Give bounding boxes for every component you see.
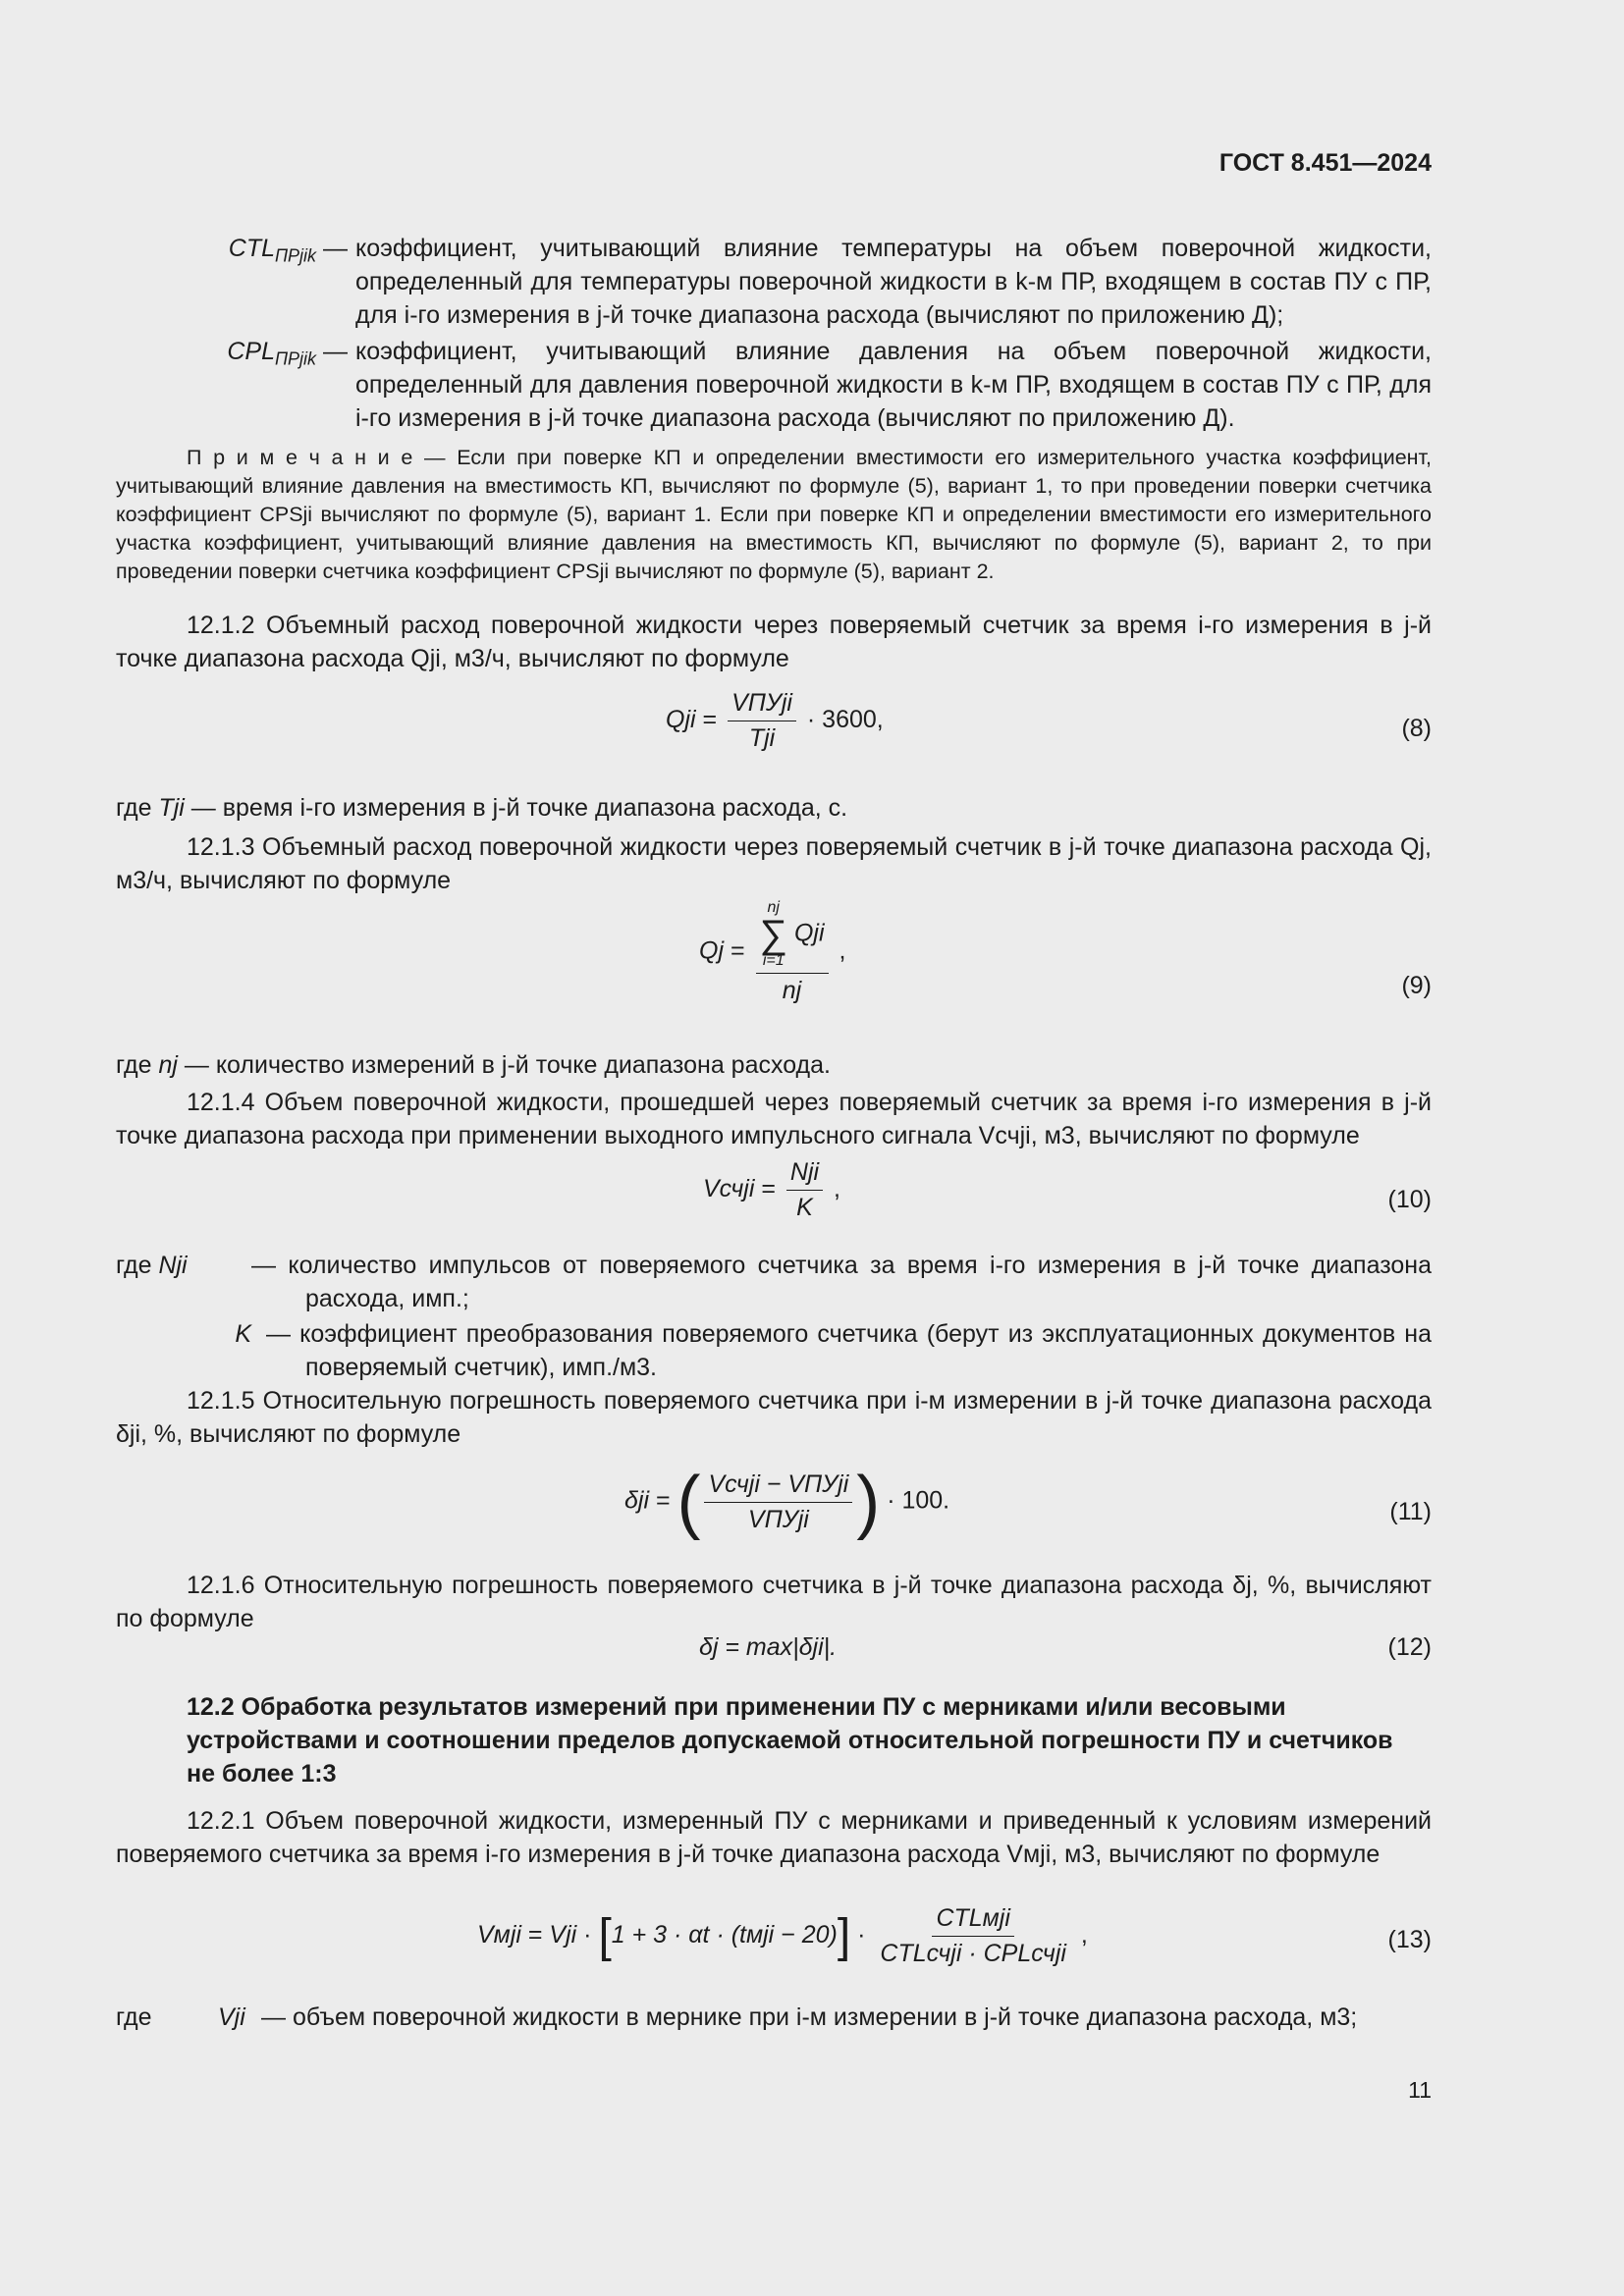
equation-number-10: (10) [1387,1186,1432,1213]
paragraph-12-1-3: 12.1.3 Объемный расход поверочной жидкости через поверяемый счетчик в j-й точке диапазона расхода Qj, м3/ч, вычисляют по формуле [116,833,1432,894]
note-label: П р и м е ч а н и е [187,446,413,469]
equation-10: Vсчji = $\frac{\text{Nji}}{K}$ , [703,1158,840,1221]
sum-symbol: nj ∑ i=1 [759,899,788,969]
doc-header-id: ГОСТ 8.451—2024 [1218,149,1432,177]
equation-number-11: (11) [1389,1498,1432,1525]
where-tji: где Tji — время i-го измерения в j-й точке диапазона расхода, с. [116,794,848,822]
paragraph-12-2-1: 12.2.1 Объем поверочной жидкости, измеренный ПУ с мерниками и приведенный к условиям измерений поверяемого счетчика за время i-го измерения в j-й точке диапазона расхода Vмji, м3, вычисляют по формуле [116,1807,1432,1868]
equation-9: Qj = nj ∑ i=1 Qji nj , [699,899,846,1004]
symbol-cpl: CPL [227,338,275,365]
equation-number-9: (9) [1401,972,1432,999]
definition-ctl-text: коэффициент, учитывающий влияние температуры на объем поверочной жидкости, определенный для температуры поверочной жидкости в k-м ПР, входящем в состав ПУ с ПР, для i-го измерения в j-й точке диапазона расхода (вычисляют по приложению Д); [355,235,1432,329]
definition-cpl-text: коэффициент, учитывающий влияние давления на объем поверочной жидкости, определенный для давления поверочной жидкости в k-м ПР, входящем в состав ПУ с ПР, для i-го измерения в j-й точке диапазона расхода (вычисляют по приложению Д). [355,338,1432,432]
equation-12: δj = max|δji|. [699,1633,838,1661]
definitions-top [116,232,1432,435]
equation-11: δji = ( $\frac{\text{Vсчji − VПУji}}{\text{VПУji}}$ ) · 100. [624,1463,950,1541]
where-vji: где Vji — объем поверочной жидкости в мернике при i-м измерении в j-й точке диапазона расхода, м3; [116,2003,1358,2031]
equation-number-12: (12) [1387,1633,1432,1661]
where-nj: где nj — количество измерений в j-й точке диапазона расхода. [116,1051,831,1079]
note-text: — Если при поверке КП и определении вместимости его измерительного участка коэффициент, учитывающий влияние давления на вместимость КП, вычисляют по формуле (5), вариант 1, то при проведении поверки счетчика коэффициент CPSji вычисляют по формуле (5), вариант 1. Если при поверке КП и определении вместимости его измерительного участка коэффициент, учитывающий влияние давления на вместимость КП, вычисляют по формуле (5), вариант 2, то при проведении поверки счетчика коэффициент CPSji вычисляют по формуле (5), вариант 2. [116,446,1432,583]
paragraph-12-1-5: 12.1.5 Относительную погрешность поверяемого счетчика при i-м измерении в j-й точке диапазона расхода δji, %, вычисляют по формуле [116,1387,1432,1448]
paragraph-12-1-6: 12.1.6 Относительную погрешность поверяемого счетчика в j-й точке диапазона расхода δj, %, вычисляют по формуле [116,1572,1432,1632]
equation-number-13: (13) [1387,1926,1432,1953]
definition-cpl: $CPL_{ПРjik}$ — коэффициент, учитывающий влияние давления на объем поверочной жидкости, определенный для давления поверочной жидкости в k-м ПР, входящем в состав ПУ с ПР, для i-го измерения в j-й точке диапазона расхода (вычисляют по приложению Д). [116,335,1432,435]
section-heading-12-2: 12.2 Обработка результатов измерений при применении ПУ с мерниками и/или весовыми устройствами и соотношении пределов допускаемой относительной погрешности ПУ и счетчиков не более 1:3 [187,1693,1393,1788]
definition-ctl: $CTL_{ПРjik}$ — коэффициент, учитывающий влияние температуры на объем поверочной жидкости, определенный для температуры поверочной жидкости в k-м ПР, входящем в состав ПУ с ПР, для i-го измерения в j-й точке диапазона расхода (вычисляют по приложению Д); [116,232,1432,332]
equation-number-8: (8) [1401,715,1432,742]
page-number: 11 [1408,2077,1432,2103]
where-nji-k: где Nji — количество импульсов от поверяемого счетчика за время i-го измерения в j-й точке диапазона расхода, имп.; K — коэффициент преобразования поверяемого счетчика (берут из эксплуатационных документов на поверяемый счетчик), имп./м3. [116,1252,1432,1381]
paragraph-12-1-2: 12.1.2 Объемный расход поверочной жидкости через поверяемый счетчик за время i-го измерения в j-й точке диапазона расхода Qji, м3/ч, вычисляют по формуле [116,612,1432,672]
paragraph-12-1-4: 12.1.4 Объем поверочной жидкости, прошедшей через поверяемый счетчик за время i-го измерения в j-й точке диапазона расхода при применении выходного импульсного сигнала Vсчji, м3, вычисляют по формуле [116,1089,1432,1149]
symbol-ctl: CTL [228,235,275,262]
note-block [116,444,1432,586]
equation-13: Vмji = Vji · [1 + 3 · αt · (tмji − 20)] · $\frac{\text{CTLмji}}{\text{CTLсчji · CPLсчji}}$ , [477,1904,1088,1967]
equation-8: Qji = $\frac{\text{VПУji}}{\text{Tji}}$ · 3600, [666,689,884,752]
